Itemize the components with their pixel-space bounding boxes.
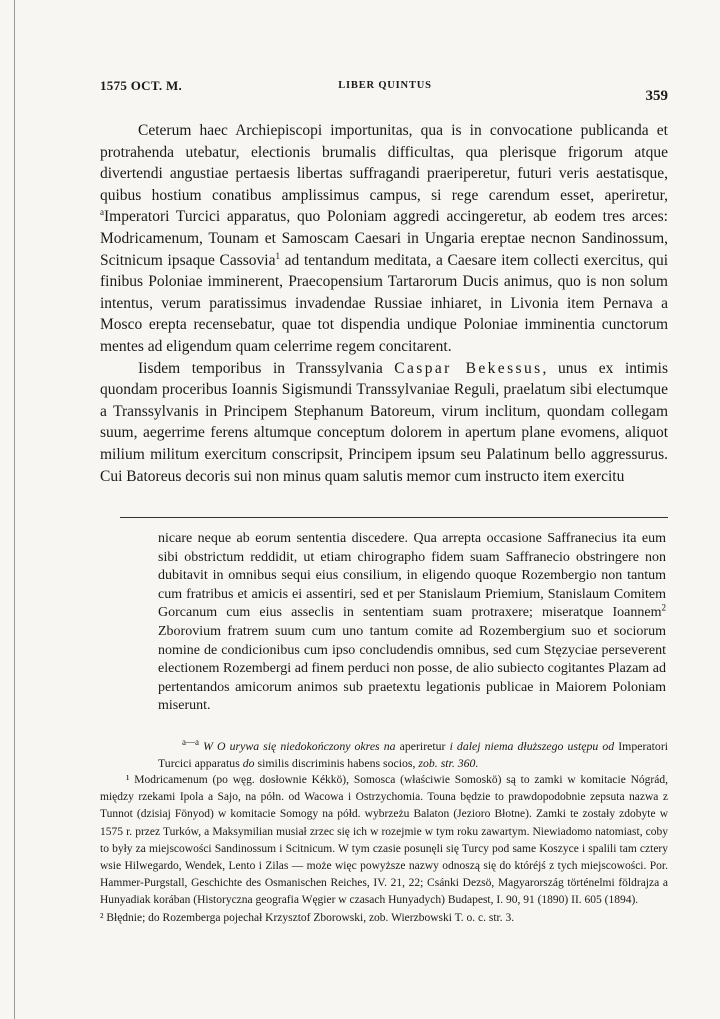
apparatus-roman-3: similis discriminis habens socios,	[257, 756, 416, 770]
apparatus-italic-3: do	[242, 756, 255, 770]
apparatus-roman-1: aperiretur	[399, 739, 446, 753]
footnote-1: ¹ Modricamenum (po węg. dosłownie Kékkö), Somosca (właściwie Somoskö) są to zamki w komitacie Nógrád, między rzekami Ipola a Sajo, na półn. od Wacowa i Ostrzychomia. Touna będzie to prawdopodobnie zepsuta nazwa z Tunnot (dzisiaj Fönyod) w komitacie Somogy na półd. wybrzeżu Balaton (Jezioro Błotne). Zamki te zostały zdobyte w 1575 r. przez Turków, a Maksymilian musiał zrzec się ich w rozejmie w tym roku zawartym. Niewiadomo natomiast, coby to były za miejscowości Sandinossum i Scitnicum. W tym czasie posunęli się Turcy pod same Koszyce i spalili tam cztery wsie Hilwegardo, Wendek, Lento i Zilas — może więc powyższe nazwy odnoszą się do któréjś z tych miejscowości. Por. Hammer-Purgstall, Geschichte des Osmanischen Reiches, IV. 21, 22; Csánki Dezsö, Magyarország történelmi földrajza a Hunyadiak korában (Historyczna geografia Węgier w czasach Hunyadych) Budapest, I. 90, 91 (1890) II. 605 (1894).	[100, 774, 668, 907]
paragraph-1-part-b: Imperatori Turcici apparatus, quo Poloniam aggredi accingeretur, ab eodem tres arces: Modricamenum, Tounam et Samoscam Caesari in Ungaria ereptae necnon Sandinossum, Scitnicum ipsaque Cassovia	[100, 208, 668, 269]
footnote-marker-2: 2	[661, 602, 666, 613]
running-head	[100, 78, 670, 102]
paragraph-1-part-a: Ceterum haec Archiepiscopi importunitas, qua is in convocatione publicanda et protrahenda utebatur, electionis brumalis difficultas, qua plerisque frigorum atque divertendi angustiae pertaesis libertas suffragandi praeriperetur, futuri veris aestatisque, quibus hostium conatibus amplissimus campus, si rege carendum esset, aperiretur,	[100, 122, 668, 204]
page-number: 359	[645, 88, 668, 104]
continued-note	[158, 530, 666, 716]
footnote-marker-1: 1	[275, 250, 280, 261]
paragraph-2	[100, 358, 668, 488]
person-name: Caspar Bekessus	[394, 359, 543, 377]
apparatus-marker: a	[100, 207, 104, 218]
header-book-title: LIBER QUINTUS	[338, 80, 432, 91]
apparatus-italic-1: W O urywa się niedokończony okres na	[203, 739, 396, 753]
footnote-2: ² Błędnie; do Rozemberga pojechał Krzysztof Zborowski, zob. Wierzbowski T. o. c. str. 3.	[100, 911, 515, 924]
paragraph-2-part-b: , unus ex intimis quondam proceribus Ioannis Sigismundi Transsylvaniae Reguli, praelatum sibi electumque a Transsylvanis in Principem Stephanum Batoreum, virum inclitum, quondam collegam suum, aegerrime ferens altumque conceptum dolorem in apertum plane evomens, aliquot milium militum exercitum conscripsit, Principem ipsum seu Palatinum bello aggressurus. Cui Batoreus decoris sui non minus quam salutis memor cum instructo item exercitu	[100, 359, 669, 485]
page-binding-edge	[14, 0, 15, 1019]
paragraph-2-part-a: Iisdem temporibus in Transsylvania	[138, 359, 383, 377]
apparatus-italic-4: zob. str. 360.	[418, 756, 479, 770]
apparatus-italic-2: i dalej niema dłuższego ustępu od	[449, 739, 615, 753]
footnotes	[100, 772, 668, 927]
book-page	[100, 0, 670, 1019]
apparatus-mark: a—a	[182, 737, 199, 748]
apparatus-roman-2: Imperatori Turcici apparatus	[158, 739, 669, 770]
critical-apparatus	[158, 738, 668, 772]
note-part-b: Zborovium fratrem suum cum uno tantum comite ad Rozembergium suo et sociorum nomine de condicionibus cum ipso concludendis omnibus, sed cum Stęzyciae perseverent electionem Rozembergi ad finem perduci non posse, de alio subiecto cogitantes Plazam ad pertentandos amicorum animos sub praetextu legationis publicae in Maiorem Poloniam miserunt.	[158, 623, 666, 714]
header-date: 1575 OCT. M.	[100, 78, 183, 93]
paragraph-1-part-c: ad tentandum meditata, a Caesare item collecti exercitus, qui finibus Poloniae imminerent, Praecopensium Tartarorum Ducis animus, quo is non solum intentus, verum paratissimus invadendae Russiae inhiaret, in Livonia item Pernava a Mosco erepta recensebatur, quae tot dispendia undique Poloniae imminentia cunctorum mentes ad eligendum quam celerrime regem concitarent.	[100, 251, 668, 355]
main-text	[100, 120, 668, 487]
paragraph-1	[100, 120, 668, 358]
note-part-a: nicare neque ab eorum sententia discedere. Qua arrepta occasione Saffranecius ita eum sibi obstrictum reddidit, ut etiam chirographo fidem suam Saffranecio obstringere non dubitavit in omnibus sequi eius consilium, in eligendo quoque Rozembergio non tantum cum fratribus et amicis ei assentiri, sed et per Stanislaum Priemium, Stanislaum Comitem Gorcanum cum eius asseclis in sententiam suam protraxere; miseratque Ioannem	[158, 531, 666, 621]
section-divider	[120, 517, 668, 518]
